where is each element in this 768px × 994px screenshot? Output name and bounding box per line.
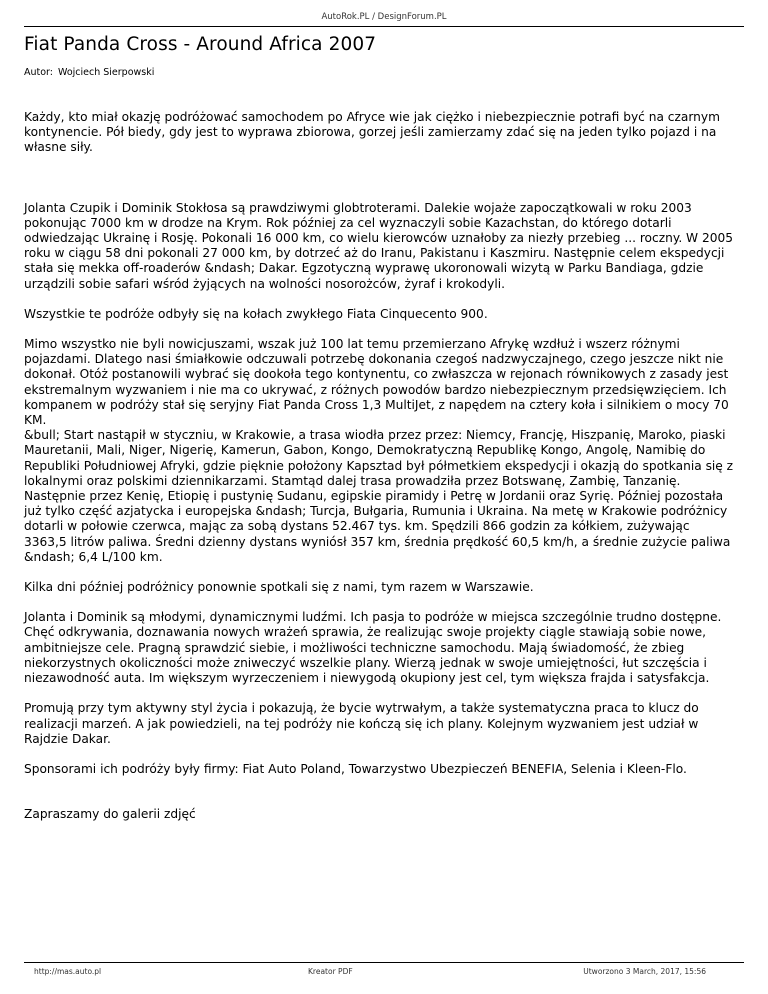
article-body <box>24 110 736 822</box>
paragraph-warsaw: Kilka dni później podróżnicy ponownie spotkali się z nami, tym razem w Warszawie. <box>24 580 534 595</box>
footer-url: http://mas.auto.pl <box>34 967 102 976</box>
paragraph-cinquecento: Wszystkie te podróże odbyły się na kołach zwykłego Fiata Cinquecento 900. <box>24 306 488 321</box>
paragraph-travelers: Jolanta Czupik i Dominik Stokłosa są prawdziwymi globtroterami. Dalekie wojaże zapoczątkowali w roku 2003 pokonując 7000 km w drodze na Krym. Rok później za cel wyznaczyli sobie Kazachstan, do którego dotarli odwiedzając Ukrainę i Rosję. Pokonali 16 000 km, co wielu kierowców uznałoby za niezły przebieg ... roczny. W 2005 roku w ciągu 58 dni pokonali 27 000 km, by dotrzeć aż do Iranu, Pakistanu i Kaszmiru. Następnie celem ekspedycji stała się mekka off-roaderów &ndash; Dakar. Egzotyczną wyprawę ukoronowali wizytą w Parku Bandiaga, gdzie urządzili sobie safari wśród żyjących na wolności nosorożców, żyraf i krokodyli. <box>24 200 734 291</box>
gallery-invitation: Zapraszamy do galerii zdjęć <box>24 807 196 822</box>
author-name: Wojciech Sierpowski <box>58 67 155 78</box>
author-line <box>24 67 154 78</box>
footer-creator: Kreator PDF <box>308 967 353 976</box>
footer-divider <box>24 962 744 963</box>
author-label: Autor: <box>24 67 53 78</box>
article-title: Fiat Panda Cross - Around Africa 2007 <box>24 34 377 55</box>
paragraph-lifestyle: Promują przy tym aktywny styl życia i pokazują, że bycie wytrwałym, a także systematyczna praca to klucz do realizacji marzeń. A jak powiedzieli, na tej podróży nie kończą się ich plany. Kolejnym wyzwaniem jest udział w Rajdzie Dakar. <box>24 701 699 746</box>
page-header-site: AutoRok.PL / DesignForum.PL <box>321 12 447 22</box>
paragraph-sponsors: Sponsorami ich podróży były firmy: Fiat Auto Poland, Towarzystwo Ubezpieczeń BENEFIA, Selenia i Kleen-Flo. <box>24 761 687 776</box>
header-divider <box>24 26 744 27</box>
paragraph-passion: Jolanta i Dominik są młodymi, dynamicznymi ludźmi. Ich pasja to podróże w miejsca szczególnie trudno dostępne. Chęć odkrywania, doznawania nowych wrażeń sprawia, że realizując swoje projekty ciągle stawiają sobie nowe, ambitniejsze cele. Pragną sprawdzić siebie, i możliwości techniczne samochodu. Mają świadomość, że zbieg niekorzystnych okoliczności może zniweczyć wszelkie plany. Wierzą jednak w swoje umiejętności, łut szczęścia i niezawodność auta. Im większym wyrzeczeniem i niewygodą okupiony jest cel, tym większa frajda i satysfakcja. <box>24 610 722 686</box>
paragraph-intro: Każdy, kto miał okazję podróżować samochodem po Afryce wie jak ciężko i niebezpiecznie potrafi być na czarnym kontynencie. Pół biedy, gdy jest to wyprawa zbiorowa, gorzej jeśli zamierzamy zdać się na jeden tylko pojazd i na własne siły. <box>24 110 720 155</box>
footer-date: Utworzono 3 March, 2017, 15:56 <box>583 967 706 976</box>
paragraph-route: Mimo wszystko nie byli nowicjuszami, wszak już 100 lat temu przemierzano Afrykę wzdłuż i wszerz różnymi pojazdami. Dlatego nasi śmiałkowie odczuwali potrzebę dokonania czegoś nadzwyczajnego, czego jeszcze nikt nie dokonał. Otóż postanowili wybrać się dookoła tego kontynentu, co zwłaszcza w rejonach równikowych z zasady jest ekstremalnym wyzwaniem i nie ma co ukrywać, z różnych powodów bardzo niebezpiecznym przedsięwzięciem. Ich kompanem w podróży stał się seryjny Fiat Panda Cross 1,3 MultiJet, z napędem na cztery koła i silnikiem o mocy 70 KM. &bull; Start nastąpił w styczniu, w Krakowie, a trasa wiodła przez przez: Niemcy, Francję, Hiszpanię, Maroko, piaski Mauretanii, Mali, Niger, Nigerię, Kamerun, Gabon, Kongo, Demokratyczną Republikę Kongo, Angolę, Namibię do Republiki Południowej Afryki, gdzie pięknie położony Kapsztad był półmetkiem ekspedycji i okazją do spotkania się z lokalnymi oraz polskimi dziennikarzami. Stamtąd dalej trasa prowadziła przez Botswanę, Zambię, Tanzanię. Następnie przez Kenię, Etiopię i pustynię Sudanu, egipskie piramidy i Petrę w Jordanii oraz Syrię. Później pozostała już tylko część azjatycka i europejska &ndash; Turcja, Bułgaria, Rumunia i Ukraina. Na metę w Krakowie podróżnicy dotarli w połowie czerwca, mając za sobą dystans 52.467 tys. km. Spędzili 866 godzin za kółkiem, zużywając 3363,5 litrów paliwa. Średni dzienny dystans wyniósł 357 km, średnia prędkość 60,5 km/h, a średnie zużycie paliwa &ndash; 6,4 L/100 km. <box>24 337 734 564</box>
